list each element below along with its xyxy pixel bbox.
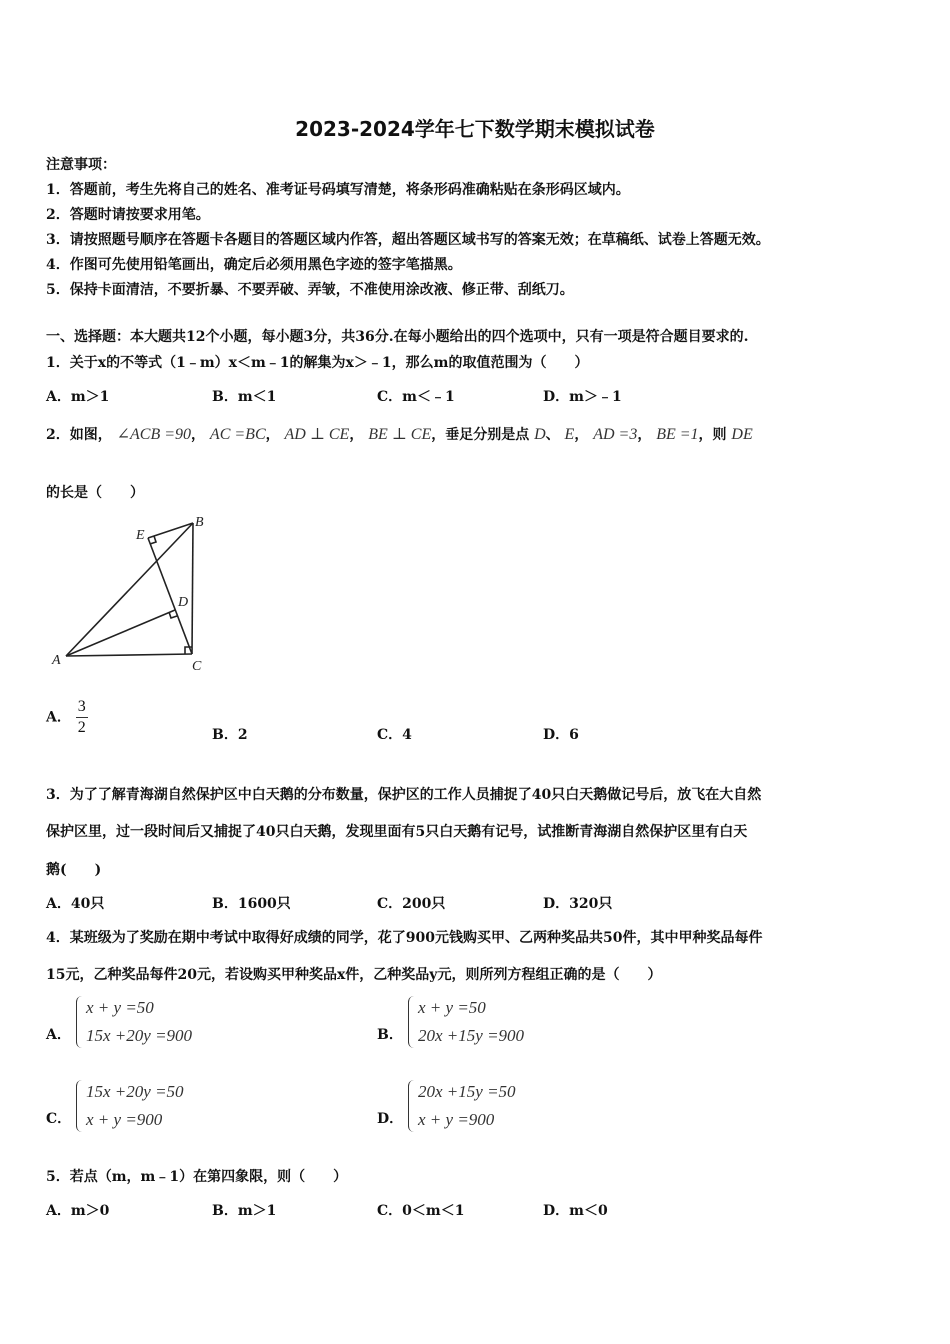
- q2-prefix: 2．如图，: [46, 427, 112, 443]
- q2-point-e: E: [564, 426, 575, 443]
- q3-option-d[interactable]: D．320只: [543, 896, 613, 912]
- q3-stem-line2: 保护区里，过一段时间后又捕捉了40只白天鹅，发现里面有5只白天鹅有记号，试推断青海湖自然保护区里有白天: [46, 824, 748, 840]
- q3-stem-line1: 3．为了了解青海湖自然保护区中白天鹅的分布数量，保护区的工作人员捕捉了40只白天鹅做记号后，放飞在大自然: [46, 787, 762, 803]
- q4-option-b-label[interactable]: B．: [377, 1027, 403, 1043]
- section-heading: 一、选择题：本大题共12个小题，每小题3分，共36分.在每小题给出的四个选项中，只有一项是符合题目要求的.: [46, 329, 749, 345]
- q4-option-d-system[interactable]: [408, 1078, 516, 1134]
- equation: x + y =900: [418, 1110, 495, 1129]
- note-item: 4．作图可先使用铅笔画出，确定后必须用黑色字迹的签字笔描黑。: [46, 257, 462, 273]
- q2-de: DE: [731, 426, 753, 443]
- q2-mid: ，垂足分别是点: [431, 427, 530, 443]
- q4-option-c-system[interactable]: [76, 1078, 184, 1134]
- q2-option-c[interactable]: C．4: [377, 727, 412, 743]
- label-a: A: [52, 653, 61, 668]
- q4-option-b-system[interactable]: [408, 994, 524, 1050]
- q5-option-b[interactable]: B．m＞1: [212, 1203, 277, 1219]
- q2-stem-line2: 的长是（ ）: [46, 485, 144, 501]
- q2-option-d[interactable]: D．6: [543, 727, 579, 743]
- q2-option-a-label: A．: [46, 709, 71, 726]
- q2-point-d: D: [534, 426, 546, 443]
- equation: x + y =50: [418, 998, 486, 1017]
- q3-stem-line3: 鹅( ): [46, 862, 102, 878]
- q2-option-a[interactable]: [46, 697, 88, 738]
- q2-option-b[interactable]: B．2: [212, 727, 248, 743]
- q5-option-a[interactable]: A．m＞0: [46, 1203, 110, 1219]
- q4-stem-line2: 15元，乙种奖品每件20元，若设购买甲种奖品x件，乙种奖品y元，则所列方程组正确的是（ ）: [46, 967, 662, 983]
- q1-option-c[interactable]: C．m＜﹣1: [377, 389, 455, 405]
- note-item: 2．答题时请按要求用笔。: [46, 207, 210, 223]
- q2-ad-perp: AD ⊥ CE: [284, 426, 350, 443]
- equation: 20x +15y =50: [418, 1082, 516, 1101]
- brace-icon: [408, 996, 415, 1048]
- q5-stem: 5．若点（m，m﹣1）在第四象限，则（ ）: [46, 1169, 348, 1185]
- triangle-figure: [46, 508, 216, 678]
- q3-option-a[interactable]: A．40只: [46, 896, 105, 912]
- q5-option-c[interactable]: C．0＜m＜1: [377, 1203, 465, 1219]
- segment-bc: [192, 523, 193, 654]
- q1-option-b[interactable]: B．m＜1: [212, 389, 277, 405]
- exam-title: 2023-2024学年七下数学期末模拟试卷: [295, 117, 655, 141]
- q3-option-b[interactable]: B．1600只: [212, 896, 291, 912]
- notes-heading: 注意事项：: [46, 157, 116, 173]
- q2-be-value: BE =1: [656, 426, 699, 443]
- q2-angle-acb: ∠ACB =90: [116, 426, 192, 443]
- equation: 20x +15y =900: [418, 1026, 525, 1045]
- segment-ac: [66, 654, 192, 656]
- label-c: C: [192, 659, 202, 674]
- note-item: 3．请按照题号顺序在答题卡各题目的答题区域内作答，超出答题区域书写的答案无效；在草稿纸、试卷上答题无效。: [46, 232, 770, 248]
- q1-option-d[interactable]: D．m＞﹣1: [543, 389, 622, 405]
- q2-be-perp: BE ⊥ CE: [368, 426, 432, 443]
- brace-icon: [408, 1080, 415, 1132]
- fraction-three-halves: [76, 697, 88, 738]
- brace-icon: [76, 996, 83, 1048]
- note-item: 1．答题前，考生先将自己的姓名、准考证号码填写清楚，将条形码准确粘贴在条形码区域内。: [46, 182, 630, 198]
- q2-stem: 2．如图， ∠ACB =90， AC =BC， AD ⊥ CE， BE ⊥ CE，垂足分别是点 D、 E， AD =3， BE =1，则 DE: [46, 426, 753, 443]
- q4-option-a-label[interactable]: A．: [46, 1027, 71, 1043]
- q4-stem-line1: 4．某班级为了奖励在期中考试中取得好成绩的同学，花了900元钱购买甲、乙两种奖品共50件，其中甲种奖品每件: [46, 930, 763, 946]
- fraction-numerator: 3: [76, 697, 88, 718]
- q5-option-d[interactable]: D．m＜0: [543, 1203, 608, 1219]
- q4-option-a-system[interactable]: [76, 994, 192, 1050]
- label-e: E: [136, 528, 145, 543]
- equation: 15x +20y =50: [86, 1082, 184, 1101]
- equation: 15x +20y =900: [86, 1026, 193, 1045]
- label-b: B: [195, 515, 204, 530]
- q2-ad-value: AD =3: [593, 426, 638, 443]
- equation: x + y =50: [86, 998, 154, 1017]
- segment-ab: [66, 523, 193, 656]
- q1-stem: 1．关于x的不等式（1﹣m）x＜m﹣1的解集为x＞﹣1，那么m的取值范围为（ ）: [46, 355, 589, 371]
- q4-option-d-label[interactable]: D．: [377, 1111, 404, 1127]
- q1-option-a[interactable]: A．m＞1: [46, 389, 110, 405]
- label-d: D: [178, 595, 189, 610]
- q2-ac-bc: AC =BC: [209, 426, 266, 443]
- segment-ad: [66, 610, 175, 656]
- q2-end: ，则: [698, 427, 727, 443]
- equation: x + y =900: [86, 1110, 163, 1129]
- note-item: 5．保持卡面清洁，不要折暴、不要弄破、弄皱，不准使用涂改液、修正带、刮纸刀。: [46, 282, 574, 298]
- notes-block: [46, 153, 770, 303]
- fraction-denominator: 2: [77, 719, 86, 736]
- brace-icon: [76, 1080, 83, 1132]
- q4-option-c-label[interactable]: C．: [46, 1111, 72, 1127]
- q3-option-c[interactable]: C．200只: [377, 896, 446, 912]
